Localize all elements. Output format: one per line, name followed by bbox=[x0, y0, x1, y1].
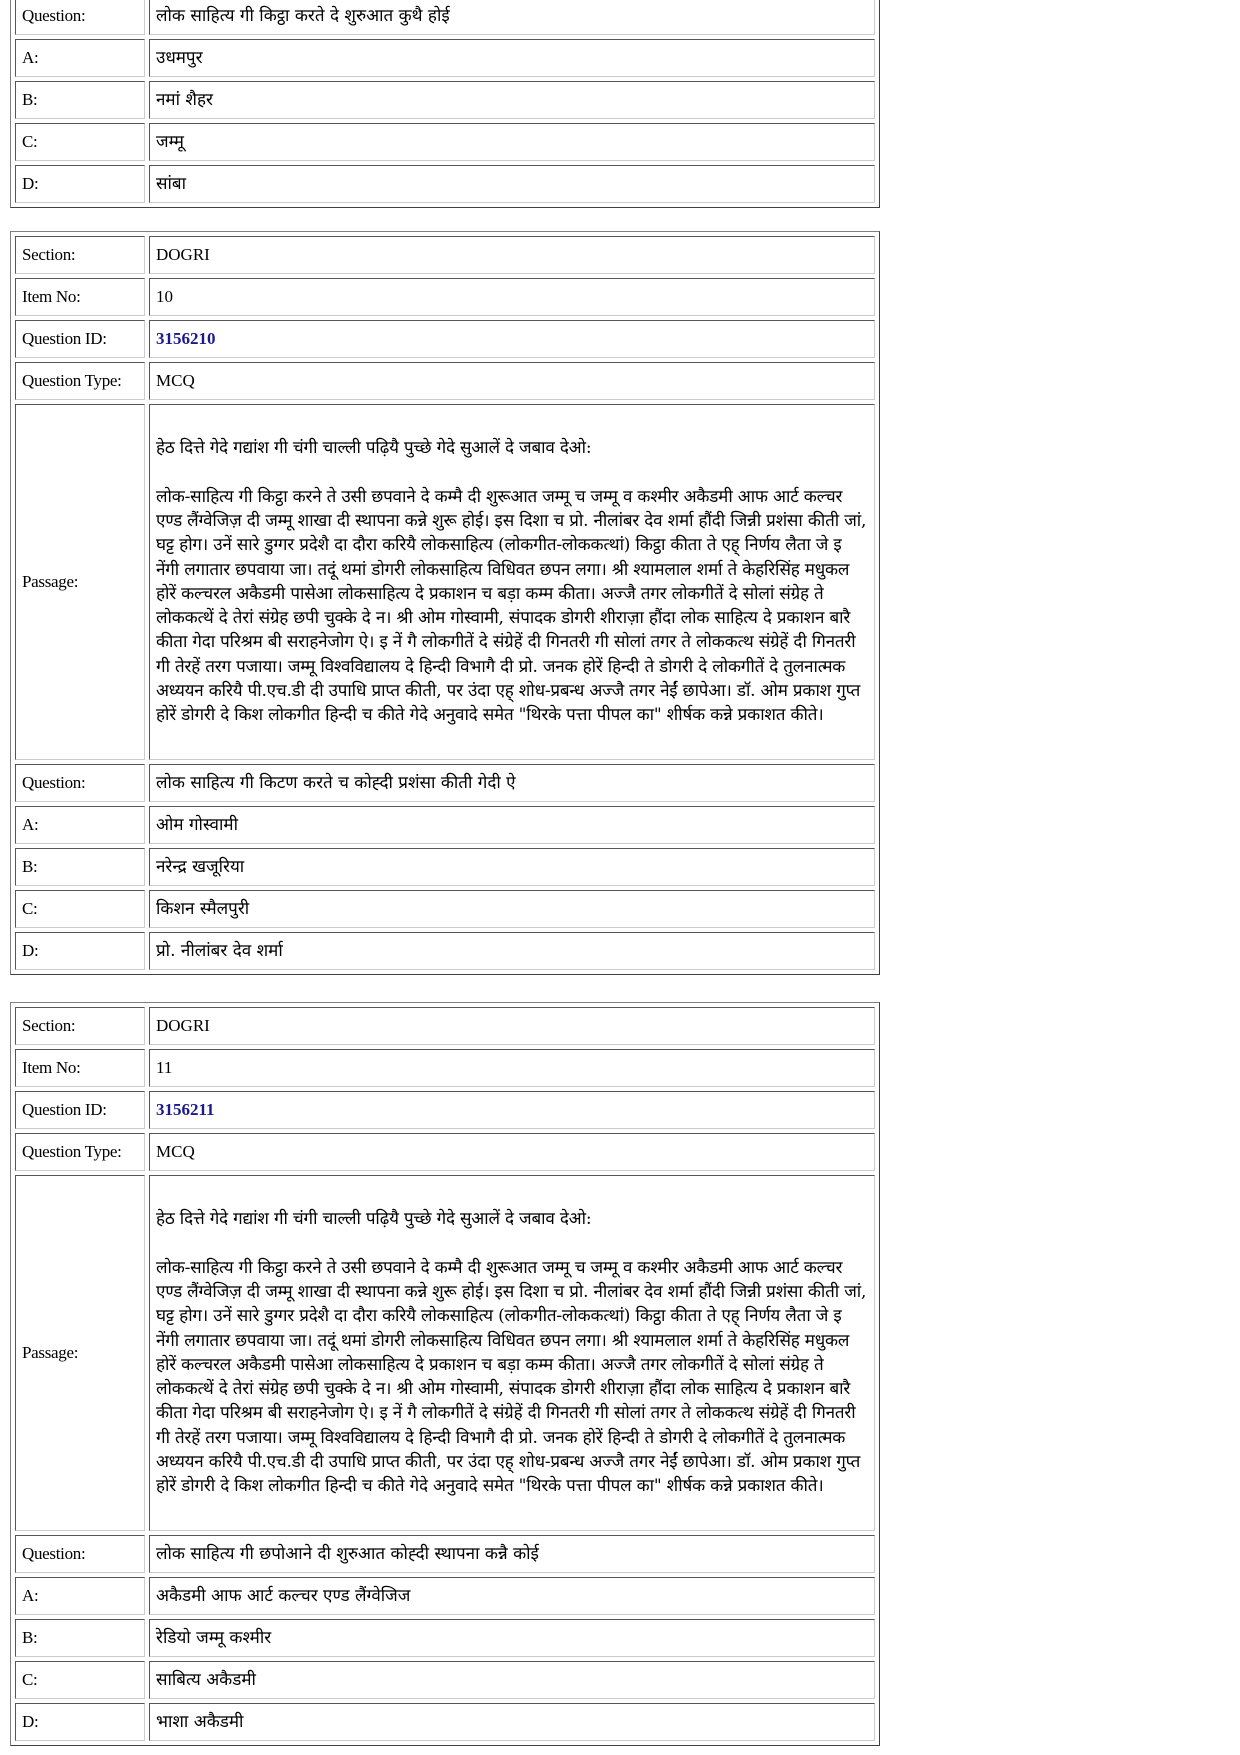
question-card-prev bbox=[10, 0, 880, 208]
passage-intro: हेठ दित्ते गेदे गद्यांश गी चंगी चाल्ली पढ़ियै पुच्छे गेदे सुआलें दे जबाव देओ: bbox=[156, 1209, 592, 1230]
option-b-text: नमां शैहर bbox=[149, 81, 875, 119]
option-d-text: सांबा bbox=[149, 165, 875, 203]
item-no-value: 11 bbox=[149, 1049, 875, 1087]
passage-row bbox=[15, 1175, 875, 1531]
question-card-11 bbox=[10, 1002, 880, 1746]
section-row bbox=[15, 1007, 875, 1045]
passage-body: लोक-साहित्य गी किट्ठा करने ते उसी छपवाने दे कम्मै दी शुरूआत जम्मू च जम्मू व कश्मीर अकैडमी आफ आर्ट कल्चर एण्ड लैंग्वेजिज़ दी जम्मू शाखा दी स्थापना कन्ने शुरू होई। इस दिशा च प्रो. नीलांबर देव शर्मा हौंदी जिन्नी प्रशंसा कीती जां, घट्ट होग। उनें सारे डुग्गर प्रदेशै दा दौरा करियै लोकसाहित्य (लोकगीत-लोककत्थां) किट्ठा कीता ते एह् निर्णय लैता जे इ नेंगी लगातार छपवाया जा। तदूं थमां डोगरी लोकसाहित्य विधिवत छपन लगा। श्री श्यामलाल शर्मा ते केहरिसिंह मधुकल होरें कल्चरल अकैडमी पासेआ लोकसाहित्य दे प्रकाशन च बड़ा कम्म कीता। अज्जै तगर लोकगीतें दे सोलां संग्रेह ते लोककत्थें दे तेरां संग्रेह छपी चुक्के दे न। श्री ओम गोस्वामी, संपादक डोगरी शीराज़ा हौंदा लोक साहित्य दे प्रकाशन बारै कीता गेदा परिश्रम बी सराहनेजोग ऐ। इ नें गै लोकगीतें दे संग्रेहें दी गिनतरी गी सोलां तगर ते लोककत्थ संग्रेहें दी गिनतरी गी तेरहें तरग पजाया। जम्मू विश्वविद्यालय दे हिन्दी विभागै दी प्रो. जनक होरें हिन्दी ते डोगरी दे लोकगीतें दे तुलनात्मक अध्ययन करियै पी.एच.डी दी उपाधि प्राप्त कीती, पर उंदा एह् शोध-प्रबन्ध अज्जै तगर नेईं छापेआ। डॉ. ओम प्रकाश गुप्त होरें डोगरी दे किश लोकगीत हिन्दी च कीते गेदे अनुवादे समेत "थिरके पत्ता पीपल का" शीर्षक कन्ने प्रकाशत कीते। bbox=[156, 1257, 867, 1497]
item-no-row bbox=[15, 278, 875, 316]
option-d-label: D: bbox=[15, 932, 145, 970]
question-text: लोक साहित्य गी किटण करते च कोह्दी प्रशंसा कीती गेदी ऐ bbox=[149, 764, 875, 802]
option-a-row bbox=[15, 806, 875, 844]
question-type-label: Question Type: bbox=[15, 1133, 145, 1171]
option-a-text: ओम गोस्वामी bbox=[149, 806, 875, 844]
option-a-label: A: bbox=[15, 806, 145, 844]
question-label: Question: bbox=[15, 764, 145, 802]
option-d-text: भाशा अकैडमी bbox=[149, 1703, 875, 1741]
option-a-label: A: bbox=[15, 39, 145, 77]
question-id-row bbox=[15, 1091, 875, 1129]
option-b-label: B: bbox=[15, 81, 145, 119]
section-label: Section: bbox=[15, 236, 145, 274]
question-id-value: 3156210 bbox=[149, 320, 875, 358]
section-label: Section: bbox=[15, 1007, 145, 1045]
question-id-label: Question ID: bbox=[15, 320, 145, 358]
option-c-row bbox=[15, 123, 875, 161]
option-c-text: किशन स्मैलपुरी bbox=[149, 890, 875, 928]
question-type-row bbox=[15, 1133, 875, 1171]
passage-label: Passage: bbox=[15, 404, 145, 760]
option-a-text: अकैडमी आफ आर्ट कल्चर एण्ड लैंग्वेजिज bbox=[149, 1577, 875, 1615]
option-c-label: C: bbox=[15, 890, 145, 928]
option-d-row bbox=[15, 165, 875, 203]
option-d-text: प्रो. नीलांबर देव शर्मा bbox=[149, 932, 875, 970]
section-value: DOGRI bbox=[149, 236, 875, 274]
question-text: लोक साहित्य गी किट्ठा करते दे शुरुआत कुथै होई bbox=[149, 0, 875, 35]
section-value: DOGRI bbox=[149, 1007, 875, 1045]
option-c-label: C: bbox=[15, 1661, 145, 1699]
question-label: Question: bbox=[15, 0, 145, 35]
item-no-label: Item No: bbox=[15, 278, 145, 316]
question-type-row bbox=[15, 362, 875, 400]
passage-label: Passage: bbox=[15, 1175, 145, 1531]
option-a-row bbox=[15, 1577, 875, 1615]
passage-body: लोक-साहित्य गी किट्ठा करने ते उसी छपवाने दे कम्मै दी शुरूआत जम्मू च जम्मू व कश्मीर अकैडमी आफ आर्ट कल्चर एण्ड लैंग्वेजिज़ दी जम्मू शाखा दी स्थापना कन्ने शुरू होई। इस दिशा च प्रो. नीलांबर देव शर्मा हौंदी जिन्नी प्रशंसा कीती जां, घट्ट होग। उनें सारे डुग्गर प्रदेशै दा दौरा करियै लोकसाहित्य (लोकगीत-लोककत्थां) किट्ठा कीता ते एह् निर्णय लैता जे इ नेंगी लगातार छपवाया जा। तदूं थमां डोगरी लोकसाहित्य विधिवत छपन लगा। श्री श्यामलाल शर्मा ते केहरिसिंह मधुकल होरें कल्चरल अकैडमी पासेआ लोकसाहित्य दे प्रकाशन च बड़ा कम्म कीता। अज्जै तगर लोकगीतें दे सोलां संग्रेह ते लोककत्थें दे तेरां संग्रेह छपी चुक्के दे न। श्री ओम गोस्वामी, संपादक डोगरी शीराज़ा हौंदा लोक साहित्य दे प्रकाशन बारै कीता गेदा परिश्रम बी सराहनेजोग ऐ। इ नें गै लोकगीतें दे संग्रेहें दी गिनतरी गी सोलां तगर ते लोककत्थ संग्रेहें दी गिनतरी गी तेरहें तरग पजाया। जम्मू विश्वविद्यालय दे हिन्दी विभागै दी प्रो. जनक होरें हिन्दी ते डोगरी दे लोकगीतें दे तुलनात्मक अध्ययन करियै पी.एच.डी दी उपाधि प्राप्त कीती, पर उंदा एह् शोध-प्रबन्ध अज्जै तगर नेईं छापेआ। डॉ. ओम प्रकाश गुप्त होरें डोगरी दे किश लोकगीत हिन्दी च कीते गेदे अनुवादे समेत "थिरके पत्ता पीपल का" शीर्षक कन्ने प्रकाशत कीते। bbox=[156, 486, 867, 726]
item-no-label: Item No: bbox=[15, 1049, 145, 1087]
option-b-text: रेडियो जम्मू कश्मीर bbox=[149, 1619, 875, 1657]
question-type-value: MCQ bbox=[149, 362, 875, 400]
option-c-row bbox=[15, 890, 875, 928]
option-d-row bbox=[15, 932, 875, 970]
option-b-row bbox=[15, 1619, 875, 1657]
passage-intro: हेठ दित्ते गेदे गद्यांश गी चंगी चाल्ली पढ़ियै पुच्छे गेदे सुआलें दे जबाव देओ: bbox=[156, 438, 592, 459]
question-id-row bbox=[15, 320, 875, 358]
option-a-text: उधमपुर bbox=[149, 39, 875, 77]
option-d-label: D: bbox=[15, 165, 145, 203]
question-row bbox=[15, 1535, 875, 1573]
option-b-label: B: bbox=[15, 1619, 145, 1657]
section-row bbox=[15, 236, 875, 274]
question-id-value: 3156211 bbox=[149, 1091, 875, 1129]
option-c-text: साबित्य अकैडमी bbox=[149, 1661, 875, 1699]
option-a-label: A: bbox=[15, 1577, 145, 1615]
option-a-row bbox=[15, 39, 875, 77]
question-row bbox=[15, 0, 875, 35]
option-c-row bbox=[15, 1661, 875, 1699]
question-id-label: Question ID: bbox=[15, 1091, 145, 1129]
item-no-row bbox=[15, 1049, 875, 1087]
passage-row bbox=[15, 404, 875, 760]
option-c-label: C: bbox=[15, 123, 145, 161]
question-label: Question: bbox=[15, 1535, 145, 1573]
question-type-value: MCQ bbox=[149, 1133, 875, 1171]
option-d-row bbox=[15, 1703, 875, 1741]
option-d-label: D: bbox=[15, 1703, 145, 1741]
passage-text bbox=[149, 1175, 875, 1531]
item-no-value: 10 bbox=[149, 278, 875, 316]
question-type-label: Question Type: bbox=[15, 362, 145, 400]
question-row bbox=[15, 764, 875, 802]
option-b-row bbox=[15, 848, 875, 886]
question-card-10 bbox=[10, 231, 880, 975]
option-c-text: जम्मू bbox=[149, 123, 875, 161]
option-b-text: नरेन्द्र खजूरिया bbox=[149, 848, 875, 886]
option-b-row bbox=[15, 81, 875, 119]
option-b-label: B: bbox=[15, 848, 145, 886]
passage-text bbox=[149, 404, 875, 760]
question-text: लोक साहित्य गी छपोआने दी शुरुआत कोह्दी स्थापना कन्नै कोई bbox=[149, 1535, 875, 1573]
